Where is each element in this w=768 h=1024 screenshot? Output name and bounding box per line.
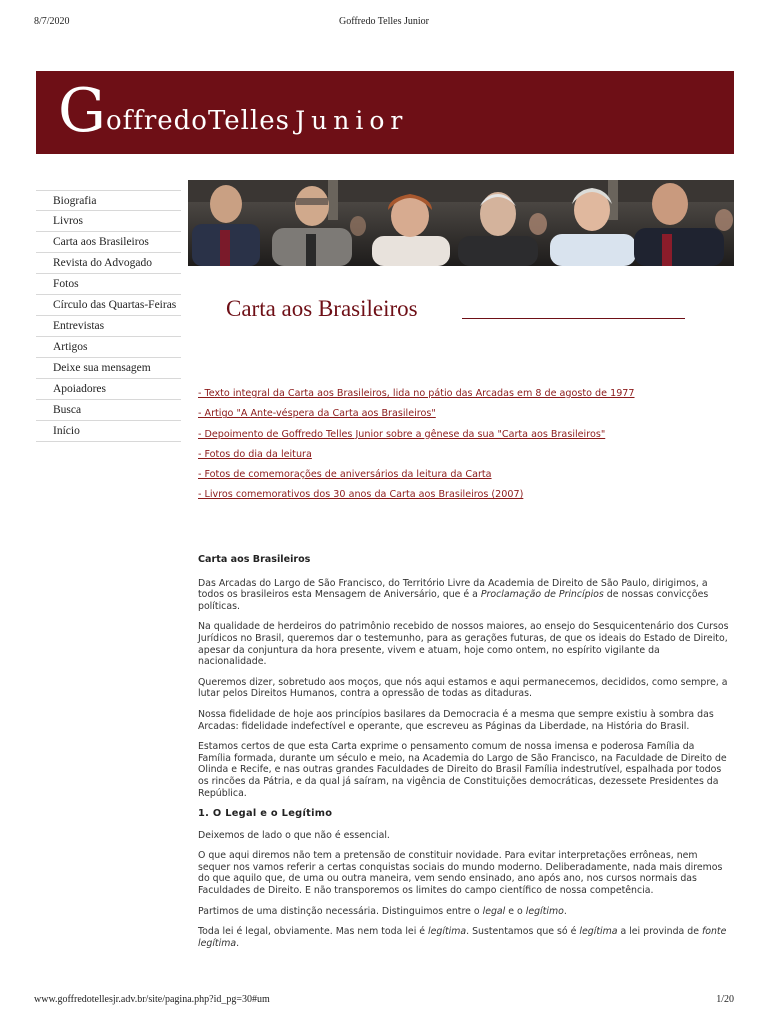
paragraph: Queremos dizer, sobretudo aos moços, que nós aqui estamos e aqui permanecemos, decididos, como sempre, a lutar pelos Direitos Humanos, contra a opressão de todas as ditaduras.: [198, 676, 728, 700]
paragraph: Deixemos de lado o que não é essencial.: [198, 829, 390, 841]
nav-item-apoiadores[interactable]: Apoiadores: [36, 379, 181, 400]
section-title: Carta aos Brasileiros: [226, 296, 418, 321]
nav-item-mensagem[interactable]: Deixe sua mensagem: [36, 358, 181, 379]
print-header: [34, 16, 734, 30]
nav-item-circulo[interactable]: Círculo das Quartas-Feiras: [36, 295, 181, 316]
subsection-heading: 1. O Legal e o Legítimo: [198, 808, 333, 820]
nav-item-busca[interactable]: Busca: [36, 400, 181, 421]
paragraph: O que aqui diremos não tem a pretensão de constituir novidade. Para evitar interpretações errôneas, nem sequer nos vamos referir a certas conquistas sociais do mundo moderno. Deliberadamente, nada mais diremos do que aquilo que, de uma ou outra maneira, vem sendo ensinado, ano após ano, nos cursos normais das Faculdades de Direito. E não transporemos os limites do campo científico de nossa competência.: [198, 850, 723, 897]
link-artigo-ante-vespera[interactable]: - Artigo "A Ante-véspera da Carta aos Brasileiros": [198, 408, 436, 420]
text-run: .: [563, 905, 567, 917]
group-photo-illustration: [188, 180, 734, 266]
text-run: a lei provinda de: [617, 926, 702, 938]
emphasis: legítima: [579, 926, 618, 938]
emphasis: legítima: [428, 926, 467, 938]
nav-item-artigos[interactable]: Artigos: [36, 337, 181, 358]
paragraph: Nossa fidelidade de hoje aos princípios basilares da Democracia é a mesma que sempre existiu à sombra das Arcadas: fidelidade indefectível e operante, que escreveu as Páginas da Liberdade, na História do Brasil.: [198, 708, 714, 732]
text-run: Toda lei é legal, obviamente. Mas nem toda lei é: [198, 926, 429, 938]
nav-item-livros[interactable]: Livros: [36, 211, 181, 232]
paragraph: Na qualidade de herdeiros do patrimônio recebido de nossos maiores, ao ensejo do Sesquicentenário dos Cursos Jurídicos no Brasil, queremos dar o testemunho, para as gerações futuras, de que os ideais do Estado de Direito, apesar da conjuntura da hora presente, vivem e atuam, hoje como ontem, no espírito vigilante da nacionalidade.: [198, 621, 729, 668]
nav-item-revista[interactable]: Revista do Advogado: [36, 253, 181, 274]
nav-item-entrevistas[interactable]: Entrevistas: [36, 316, 181, 337]
link-livros-comemorativos[interactable]: - Livros comemorativos dos 30 anos da Carta aos Brasileiros (2007): [198, 489, 524, 501]
text-run: .: [236, 937, 240, 949]
logo-name: offredoTelles: [105, 106, 291, 136]
nav-item-carta[interactable]: Carta aos Brasileiros: [36, 232, 181, 253]
logo-junior: Junior: [295, 106, 409, 135]
logo-initial: G: [58, 76, 106, 146]
print-url: www.goffredotellesjr.adv.br/site/pagina.php?id_pg=30#um: [34, 994, 270, 1005]
header-photo: [188, 180, 734, 266]
link-fotos-leitura[interactable]: - Fotos do dia da leitura: [198, 448, 312, 460]
emphasis: Proclamação de Princípios: [480, 589, 604, 601]
paragraph: Estamos certos de que esta Carta exprime o pensamento comum de nossa imensa e poderosa Família da Família formada, durante um século e meio, na Academia do Largo de São Francisco, na Faculdade de Direito de Olinda e Recife, e nas outras grandes Faculdades de Direito do Brasil Família indestrutível, espalhada por todos os rincões da Pátria, e da qual já saíram, na vigência de Constituições democráticas, dezessete Presidentes da República.: [198, 741, 727, 799]
text-run: . Sustentamos que só é: [466, 926, 580, 938]
site-logo[interactable]: [58, 76, 409, 146]
paragraph: [198, 578, 730, 613]
nav-item-fotos[interactable]: Fotos: [36, 274, 181, 295]
text-run: Das Arcadas do Largo de São Francisco, do Território Livre da Academia de Direito de São Paulo, dirigimos, a todos os brasileiros esta Mensagem de Aniversário, que é a: [198, 577, 708, 601]
emphasis: fonte legítima: [198, 926, 727, 949]
paragraph: [198, 926, 730, 949]
text-run: e o: [505, 905, 526, 917]
article-body: [198, 554, 730, 958]
print-footer: [34, 994, 734, 1008]
related-links: [198, 387, 728, 509]
page-number: 1/20: [716, 994, 734, 1005]
link-fotos-comemoracoes[interactable]: - Fotos de comemorações de aniversários da leitura da Carta: [198, 469, 492, 481]
emphasis: legal: [482, 905, 506, 917]
text-run: de nossas convicções políticas.: [198, 589, 709, 612]
sidebar-nav: [36, 190, 181, 442]
article-heading: Carta aos Brasileiros: [198, 554, 311, 565]
link-texto-integral[interactable]: - Texto integral da Carta aos Brasileiros, lida no pátio das Arcadas em 8 de agosto de 1977: [198, 388, 635, 399]
site-banner: [36, 71, 734, 154]
text-run: Partimos de uma distinção necessária. Distinguimos entre o: [198, 905, 483, 917]
paragraph: [198, 906, 730, 918]
print-title: Goffredo Telles Junior: [338, 16, 430, 27]
print-date: 8/7/2020: [34, 16, 70, 27]
nav-item-inicio[interactable]: Início: [36, 421, 181, 442]
nav-item-biografia[interactable]: Biografia: [36, 190, 181, 211]
title-underline: [462, 318, 685, 319]
link-depoimento[interactable]: - Depoimento de Goffredo Telles Junior sobre a gênese da sua "Carta aos Brasileiros": [198, 428, 606, 440]
emphasis: legítimo: [525, 905, 564, 917]
